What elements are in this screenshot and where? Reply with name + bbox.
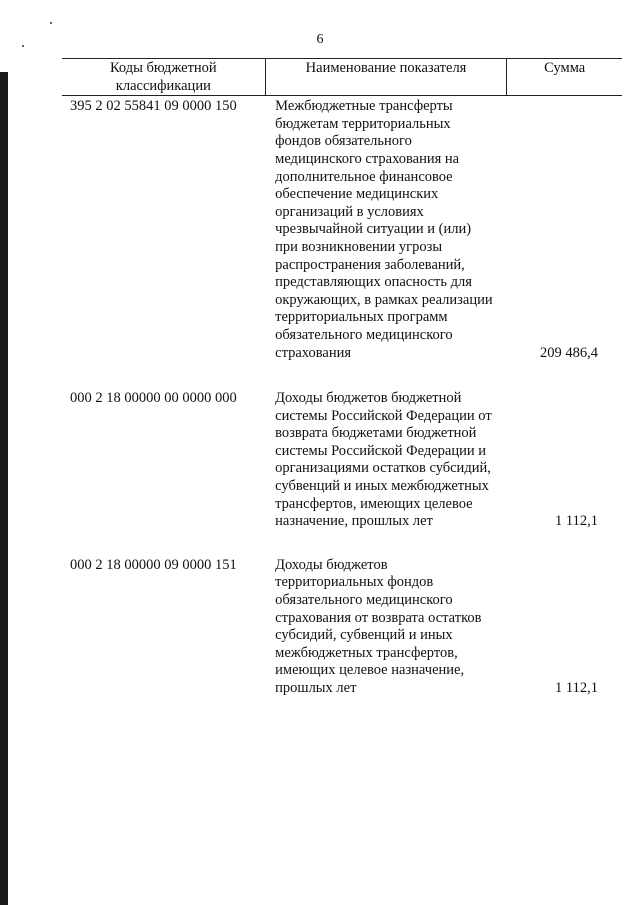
row-name-line: представляющих опасность для — [275, 274, 472, 291]
row-name-line: при возникновении угрозы — [275, 238, 443, 255]
row-sum: 209 486,4 — [540, 344, 598, 361]
row-name-line: субсидий, субвенций и иных — [275, 627, 453, 644]
row-name-line: обеспечение медицинских — [275, 186, 439, 203]
row-name — [265, 390, 507, 557]
table-header-row — [62, 59, 622, 96]
row-sum: 1 112,1 — [555, 513, 598, 530]
row-code: 395 2 02 55841 09 0000 150 — [70, 98, 237, 115]
header-codes — [62, 59, 265, 96]
row-name-line: межбюджетных трансфертов, — [275, 644, 458, 661]
header-codes-line: Коды бюджетной — [109, 60, 217, 76]
row-name-line: имеющих целевое назначение, — [275, 662, 465, 679]
scan-edge-shadow — [0, 72, 8, 905]
row-name-line: медицинского страхования на — [275, 150, 460, 167]
row-name-line: страхования от возврата остатков — [275, 609, 482, 626]
row-name — [265, 96, 507, 390]
header-sum: Сумма — [507, 59, 622, 96]
row-name-line: назначение, прошлых лет — [275, 513, 433, 530]
row-name-line: фондов обязательного — [275, 133, 412, 150]
row-name-line: Доходы бюджетов бюджетной — [275, 390, 462, 407]
table-row — [62, 96, 622, 390]
row-name-line: обязательного медицинского — [275, 592, 453, 609]
row-sum: 1 112,1 — [555, 680, 598, 696]
row-code: 000 2 18 00000 00 0000 000 — [70, 390, 237, 407]
row-name-line: трансфертов, имеющих целевое — [275, 495, 473, 512]
row-name-line: окружающих, в рамках реализации — [275, 291, 493, 308]
row-name-line: системы Российской Федерации от — [275, 407, 492, 424]
row-name-line: системы Российской Федерации и — [275, 442, 487, 459]
budget-table — [62, 58, 622, 698]
row-name-line: чрезвычайной ситуации и (или) — [275, 221, 472, 238]
row-name-line: дополнительное финансовое — [275, 168, 453, 185]
row-name-line: организаций в условиях — [275, 203, 424, 220]
row-name-line: возврата бюджетами бюджетной — [275, 425, 477, 442]
row-name-line: страхования — [275, 344, 352, 361]
row-name-line: Доходы бюджетов — [275, 556, 388, 573]
row-name-line: обязательного медицинского — [275, 326, 453, 343]
table-row — [62, 390, 622, 557]
row-name-line: бюджетам территориальных — [275, 115, 451, 132]
header-codes-line: классификации — [115, 77, 211, 94]
row-name-line: прошлых лет — [275, 680, 357, 696]
table-row — [62, 557, 622, 698]
page-number: 6 — [316, 32, 324, 47]
row-name — [265, 557, 507, 698]
row-name-line: субвенций и иных межбюджетных — [275, 478, 489, 495]
row-name-line: организациями остатков субсидий, — [275, 460, 491, 477]
row-name-line: распространения заболеваний, — [275, 256, 465, 273]
header-name: Наименование показателя — [265, 59, 507, 96]
scan-speck — [50, 22, 52, 24]
row-code: 000 2 18 00000 09 0000 151 — [70, 556, 237, 573]
row-name-line: территориальных фондов — [275, 574, 434, 591]
row-name-line: территориальных программ — [275, 309, 448, 326]
row-name-line: Межбюджетные трансферты — [275, 98, 453, 115]
